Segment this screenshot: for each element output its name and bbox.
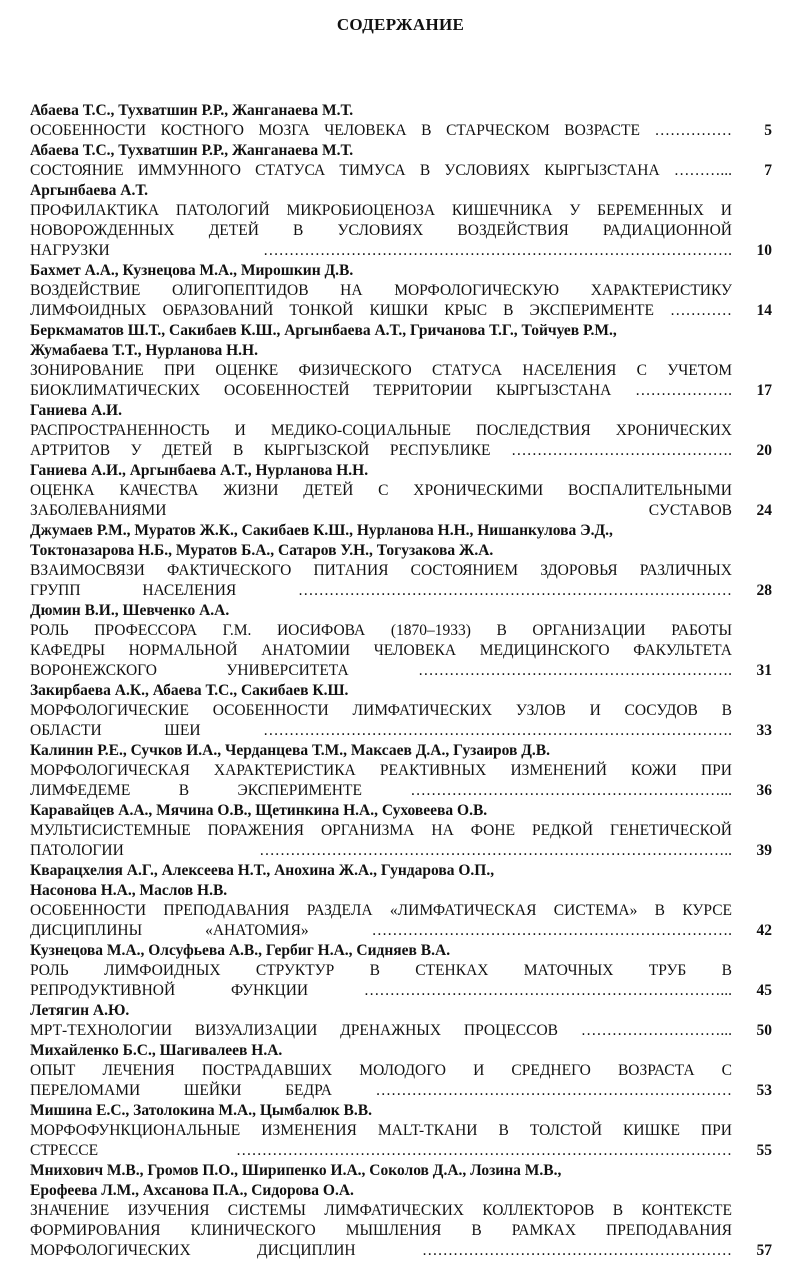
toc-entry-title-row	[30, 1061, 772, 1101]
toc-entry-title	[30, 761, 732, 801]
toc-entry-title-line: ЗОНИРОВАНИЕ ПРИ ОЦЕНКЕ ФИЗИЧЕСКОГО СТАТУСА НАСЕЛЕНИЯ С УЧЕТОМ	[30, 362, 732, 379]
toc-entry-title-line: ФОРМИРОВАНИЯ КЛИНИЧЕСКОГО МЫШЛЕНИЯ В РАМКАХ ПРЕПОДАВАНИЯ	[30, 1222, 732, 1239]
toc-entry-page-number: 33	[756, 722, 772, 739]
toc-entry-title-row	[30, 1121, 772, 1161]
toc-entry-title-line: МОРФОЛОГИЧЕСКАЯ ХАРАКТЕРИСТИКА РЕАКТИВНЫХ ИЗМЕНЕНИЙ КОЖИ ПРИ	[30, 762, 732, 779]
toc-entry-title-row	[30, 561, 772, 601]
toc-entry[interactable]	[30, 601, 772, 681]
toc-entry-title	[30, 901, 732, 941]
toc-entry-authors: Абаева Т.С., Тухватшин Р.Р., Жанганаева М.Т.	[30, 142, 354, 159]
toc-entry-title	[30, 201, 732, 261]
toc-entry-authors: Ерофеева Л.М., Ахсанова П.А., Сидорова О.А.	[30, 1182, 354, 1199]
toc-entry-authors: Мишина Е.С., Затолокина М.А., Цымбалюк В.В.	[30, 1102, 372, 1119]
toc-entry[interactable]	[30, 461, 772, 521]
toc-entry-title-line: МОРФОФУНКЦИОНАЛЬНЫЕ ИЗМЕНЕНИЯ MALT-ТКАНИ В ТОЛСТОЙ КИШКЕ ПРИ	[30, 1122, 732, 1139]
toc-entry-page-number: 14	[756, 302, 772, 319]
toc-entry[interactable]	[30, 521, 772, 601]
toc-entry-page-number: 7	[764, 162, 772, 179]
toc-entry-title	[30, 1121, 732, 1161]
toc-entry-title	[30, 121, 732, 141]
toc-entry-page-number: 31	[756, 662, 772, 679]
toc-entry-authors: Михайленко Б.С., Шагивалеев Н.А.	[30, 1042, 283, 1059]
toc-entry-authors: Дюмин В.И., Шевченко А.А.	[30, 602, 230, 619]
toc-entry-authors: Калинин Р.Е., Сучков И.А., Черданцева Т.М., Максаев Д.А., Гузаиров Д.В.	[30, 742, 551, 759]
toc-entry-title-line: ОЦЕНКА КАЧЕСТВА ЖИЗНИ ДЕТЕЙ С ХРОНИЧЕСКИМИ ВОСПАЛИТЕЛЬНЫМИ	[30, 482, 732, 499]
toc-entry-authors: Ганиева А.И.	[30, 402, 122, 419]
toc-entry-authors: Мнихович М.В., Громов П.О., Ширипенко И.А., Соколов Д.А., Лозина М.В.,	[30, 1162, 562, 1179]
toc-entry-authors: Ганиева А.И., Аргынбаева А.Т., Нурланова Н.Н.	[30, 462, 369, 479]
toc-entry-title	[30, 961, 732, 1001]
toc-entry-authors: Кварацхелия А.Г., Алексеева Н.Т., Анохина Ж.А., Гундарова О.П.,	[30, 862, 495, 879]
toc-entry-authors: Аргынбаева А.Т.	[30, 182, 148, 199]
toc-entry-title	[30, 621, 732, 681]
toc-entry[interactable]	[30, 741, 772, 801]
toc-entry-title	[30, 421, 732, 461]
toc-entry-title-line: МОРФОЛОГИЧЕСКИХ ДИСЦИПЛИН ……………………………………………………	[30, 1242, 732, 1259]
toc-entry-page-number: 17	[756, 382, 772, 399]
toc-entry-title-line: ПРОФИЛАКТИКА ПАТОЛОГИЙ МИКРОБИОЦЕНОЗА КИШЕЧНИКА У БЕРЕМЕННЫХ И	[30, 202, 732, 219]
toc-entry-page-number: 55	[756, 1142, 772, 1159]
toc-entry-title-line: ВОЗДЕЙСТВИЕ ОЛИГОПЕПТИДОВ НА МОРФОЛОГИЧЕСКУЮ ХАРАКТЕРИСТИКУ	[30, 282, 732, 299]
toc-entry-title-row	[30, 1021, 772, 1041]
toc-entry-title-line: РЕПРОДУКТИВНОЙ ФУНКЦИИ ……………………………………………………………...	[30, 982, 732, 999]
toc-entry-title-line: ЗНАЧЕНИЕ ИЗУЧЕНИЯ СИСТЕМЫ ЛИМФАТИЧЕСКИХ КОЛЛЕКТОРОВ В КОНТЕКСТЕ	[30, 1202, 732, 1219]
toc-entry-title-row	[30, 961, 772, 1001]
toc-entry-title-line: СОСТОЯНИЕ ИММУННОГО СТАТУСА ТИМУСА В УСЛОВИЯХ КЫРГЫЗСТАНА ………...	[30, 162, 732, 179]
toc-entry[interactable]	[30, 1041, 772, 1101]
toc-entry-page-number: 45	[756, 982, 772, 999]
toc-entry-title-line: ДИСЦИПЛИНЫ «АНАТОМИЯ» …………………………………………………………….	[30, 922, 732, 939]
toc-entry-page-number: 42	[756, 922, 772, 939]
toc-entry-authors: Каравайцев А.А., Мячина О.В., Щетинкина Н.А., Суховеева О.В.	[30, 802, 488, 819]
toc-entry-title-row	[30, 621, 772, 681]
toc-entry-page-number: 39	[756, 842, 772, 859]
toc-entry[interactable]	[30, 101, 772, 141]
toc-entry-title-line: НОВОРОЖДЕННЫХ ДЕТЕЙ В УСЛОВИЯХ ВОЗДЕЙСТВИЯ РАДИАЦИОННОЙ	[30, 222, 732, 239]
toc-entry-page-number: 10	[756, 242, 772, 259]
toc-entry-authors: Закирбаева А.К., Абаева Т.С., Сакибаев К.Ш.	[30, 682, 349, 699]
toc-entry-title-line: МУЛЬТИСИСТЕМНЫЕ ПОРАЖЕНИЯ ОРГАНИЗМА НА ФОНЕ РЕДКОЙ ГЕНЕТИЧЕСКОЙ	[30, 822, 732, 839]
toc-entry-authors: Беркмаматов Ш.Т., Сакибаев К.Ш., Аргынбаева А.Т., Гричанова Т.Г., Тойчуев Р.М.,	[30, 322, 617, 339]
toc-entry[interactable]	[30, 1001, 772, 1041]
toc-entry-title-row	[30, 1201, 772, 1261]
toc-entry-title-row	[30, 161, 772, 181]
toc-entry-title-row	[30, 281, 772, 321]
toc-entry[interactable]	[30, 261, 772, 321]
toc-entry-title-line: ЛИМФЕДЕМЕ В ЭКСПЕРИМЕНТЕ ……………………………………………………...	[30, 782, 732, 799]
page-title: СОДЕРЖАНИЕ	[336, 15, 465, 34]
toc-entry-title-line: ОПЫТ ЛЕЧЕНИЯ ПОСТРАДАВШИХ МОЛОДОГО И СРЕДНЕГО ВОЗРАСТА С	[30, 1062, 732, 1079]
toc-entry-page-number: 28	[756, 582, 772, 599]
toc-entry-page-number: 5	[764, 122, 772, 139]
toc-entry-title	[30, 561, 732, 601]
toc-entry-page-number: 57	[756, 1242, 772, 1259]
toc-entry-title-line: ОСОБЕННОСТИ ПРЕПОДАВАНИЯ РАЗДЕЛА «ЛИМФАТИЧЕСКАЯ СИСТЕМА» В КУРСЕ	[30, 902, 732, 919]
toc-entry-title-line: ОБЛАСТИ ШЕИ ……………………………………………………………………………….	[30, 722, 732, 739]
toc-entry-title-row	[30, 121, 772, 141]
toc-entry-page-number: 20	[756, 442, 772, 459]
toc-entry-authors: Абаева Т.С., Тухватшин Р.Р., Жанганаева М.Т.	[30, 102, 354, 119]
toc-entry-title-row	[30, 701, 772, 741]
toc-entry-title-line: РАСПРОСТРАНЕННОСТЬ И МЕДИКО-СОЦИАЛЬНЫЕ ПОСЛЕДСТВИЯ ХРОНИЧЕСКИХ	[30, 422, 732, 439]
toc-entry-title-line: ПАТОЛОГИИ ………………………………………………………………………………..	[30, 842, 732, 859]
toc-entry-authors: Джумаев Р.М., Муратов Ж.К., Сакибаев К.Ш., Нурланова Н.Н., Нишанкулова Э.Д.,	[30, 522, 613, 539]
toc-entry-title-row	[30, 361, 772, 401]
toc-entry-title-line: НАГРУЗКИ ……………………………………………………………………………….	[30, 242, 732, 259]
toc-entry-title-line: СТРЕССЕ ……………………………………………………………………………………	[30, 1142, 732, 1159]
toc-entry[interactable]	[30, 801, 772, 861]
toc-entry-title-row	[30, 901, 772, 941]
toc-entry-title-line: МРТ-ТЕХНОЛОГИИ ВИЗУАЛИЗАЦИИ ДРЕНАЖНЫХ ПРОЦЕССОВ ………………………...	[30, 1022, 732, 1039]
toc-entry-title	[30, 1021, 732, 1041]
toc-entry-page-number: 50	[756, 1022, 772, 1039]
toc-entry[interactable]	[30, 321, 772, 401]
toc-entry-authors: Жумабаева Т.Т., Нурланова Н.Н.	[30, 342, 258, 359]
toc-entry-title	[30, 821, 732, 861]
toc-entry-page-number: 53	[756, 1082, 772, 1099]
toc-entry-title	[30, 361, 732, 401]
toc-entry-title-line: БИОКЛИМАТИЧЕСКИХ ОСОБЕННОСТЕЙ ТЕРРИТОРИИ КЫРГЫЗСТАНА ……………….	[30, 382, 732, 399]
toc-entry-page-number: 36	[756, 782, 772, 799]
toc-entry-title-line: ЗАБОЛЕВАНИЯМИ СУСТАВОВ	[30, 502, 732, 519]
toc-entry[interactable]	[30, 401, 772, 461]
toc-entry-authors: Токтоназарова Н.Б., Муратов Б.А., Сатаров У.Н., Тогузакова Ж.А.	[30, 542, 494, 559]
toc-entry-title-line: КАФЕДРЫ НОРМАЛЬНОЙ АНАТОМИИ ЧЕЛОВЕКА МЕДИЦИНСКОГО ФАКУЛЬТЕТА	[30, 642, 732, 659]
toc-entry-title-line: ВЗАИМОСВЯЗИ ФАКТИЧЕСКОГО ПИТАНИЯ СОСТОЯНИЕМ ЗДОРОВЬЯ РАЗЛИЧНЫХ	[30, 562, 732, 579]
toc-entry-authors: Летягин А.Ю.	[30, 1002, 130, 1019]
toc-entry-title-row	[30, 201, 772, 261]
toc-entry-title-row	[30, 421, 772, 461]
toc-entry[interactable]	[30, 1101, 772, 1161]
toc-entry-page-number: 24	[756, 502, 772, 519]
toc-entry-title	[30, 701, 732, 741]
toc-entry[interactable]	[30, 141, 772, 181]
toc-entry-title-line: РОЛЬ ПРОФЕССОРА Г.М. ИОСИФОВА (1870–1933) В ОРГАНИЗАЦИИ РАБОТЫ	[30, 622, 732, 639]
toc-entry-title-line: ГРУПП НАСЕЛЕНИЯ …………………………………………………………………………	[30, 582, 732, 599]
toc-entry-authors: Бахмет А.А., Кузнецова М.А., Мирошкин Д.В.	[30, 262, 354, 279]
toc-entry-title-line: РОЛЬ ЛИМФОИДНЫХ СТРУКТУР В СТЕНКАХ МАТОЧНЫХ ТРУБ В	[30, 962, 732, 979]
toc-entry-title-row	[30, 761, 772, 801]
toc-entry-title	[30, 481, 732, 521]
toc-entry-authors: Насонова Н.А., Маслов Н.В.	[30, 882, 228, 899]
toc-entry-title-row	[30, 821, 772, 861]
toc-entry-title-line: ОСОБЕННОСТИ КОСТНОГО МОЗГА ЧЕЛОВЕКА В СТАРЧЕСКОМ ВОЗРАСТЕ ……………	[30, 122, 732, 139]
toc-entry-title-line: ВОРОНЕЖСКОГО УНИВЕРСИТЕТА …………………………………………………….	[30, 662, 732, 679]
toc-entry[interactable]	[30, 181, 772, 261]
toc-entry[interactable]	[30, 861, 772, 941]
toc-entry-title-line: ЛИМФОИДНЫХ ОБРАЗОВАНИЙ ТОНКОЙ КИШКИ КРЫС В ЭКСПЕРИМЕНТЕ …………	[30, 302, 732, 319]
toc-entry-title	[30, 161, 732, 181]
table-of-contents	[30, 101, 772, 1261]
toc-entry[interactable]	[30, 1161, 772, 1261]
toc-entry-title	[30, 1201, 732, 1261]
toc-entry-title-row	[30, 481, 772, 521]
toc-entry-authors: Кузнецова М.А., Олсуфьева А.В., Гербиг Н.А., Сидняев В.А.	[30, 942, 451, 959]
toc-entry[interactable]	[30, 681, 772, 741]
toc-entry-title	[30, 281, 732, 321]
toc-entry-title	[30, 1061, 732, 1101]
toc-entry[interactable]	[30, 941, 772, 1001]
toc-entry-title-line: МОРФОЛОГИЧЕСКИЕ ОСОБЕННОСТИ ЛИМФАТИЧЕСКИХ УЗЛОВ И СОСУДОВ В	[30, 702, 732, 719]
toc-entry-title-line: ПЕРЕЛОМАМИ ШЕЙКИ БЕДРА ……………………………………………………………	[30, 1082, 732, 1099]
toc-entry-title-line: АРТРИТОВ У ДЕТЕЙ В КЫРГЫЗСКОЙ РЕСПУБЛИКЕ …………………………………….	[30, 442, 732, 459]
